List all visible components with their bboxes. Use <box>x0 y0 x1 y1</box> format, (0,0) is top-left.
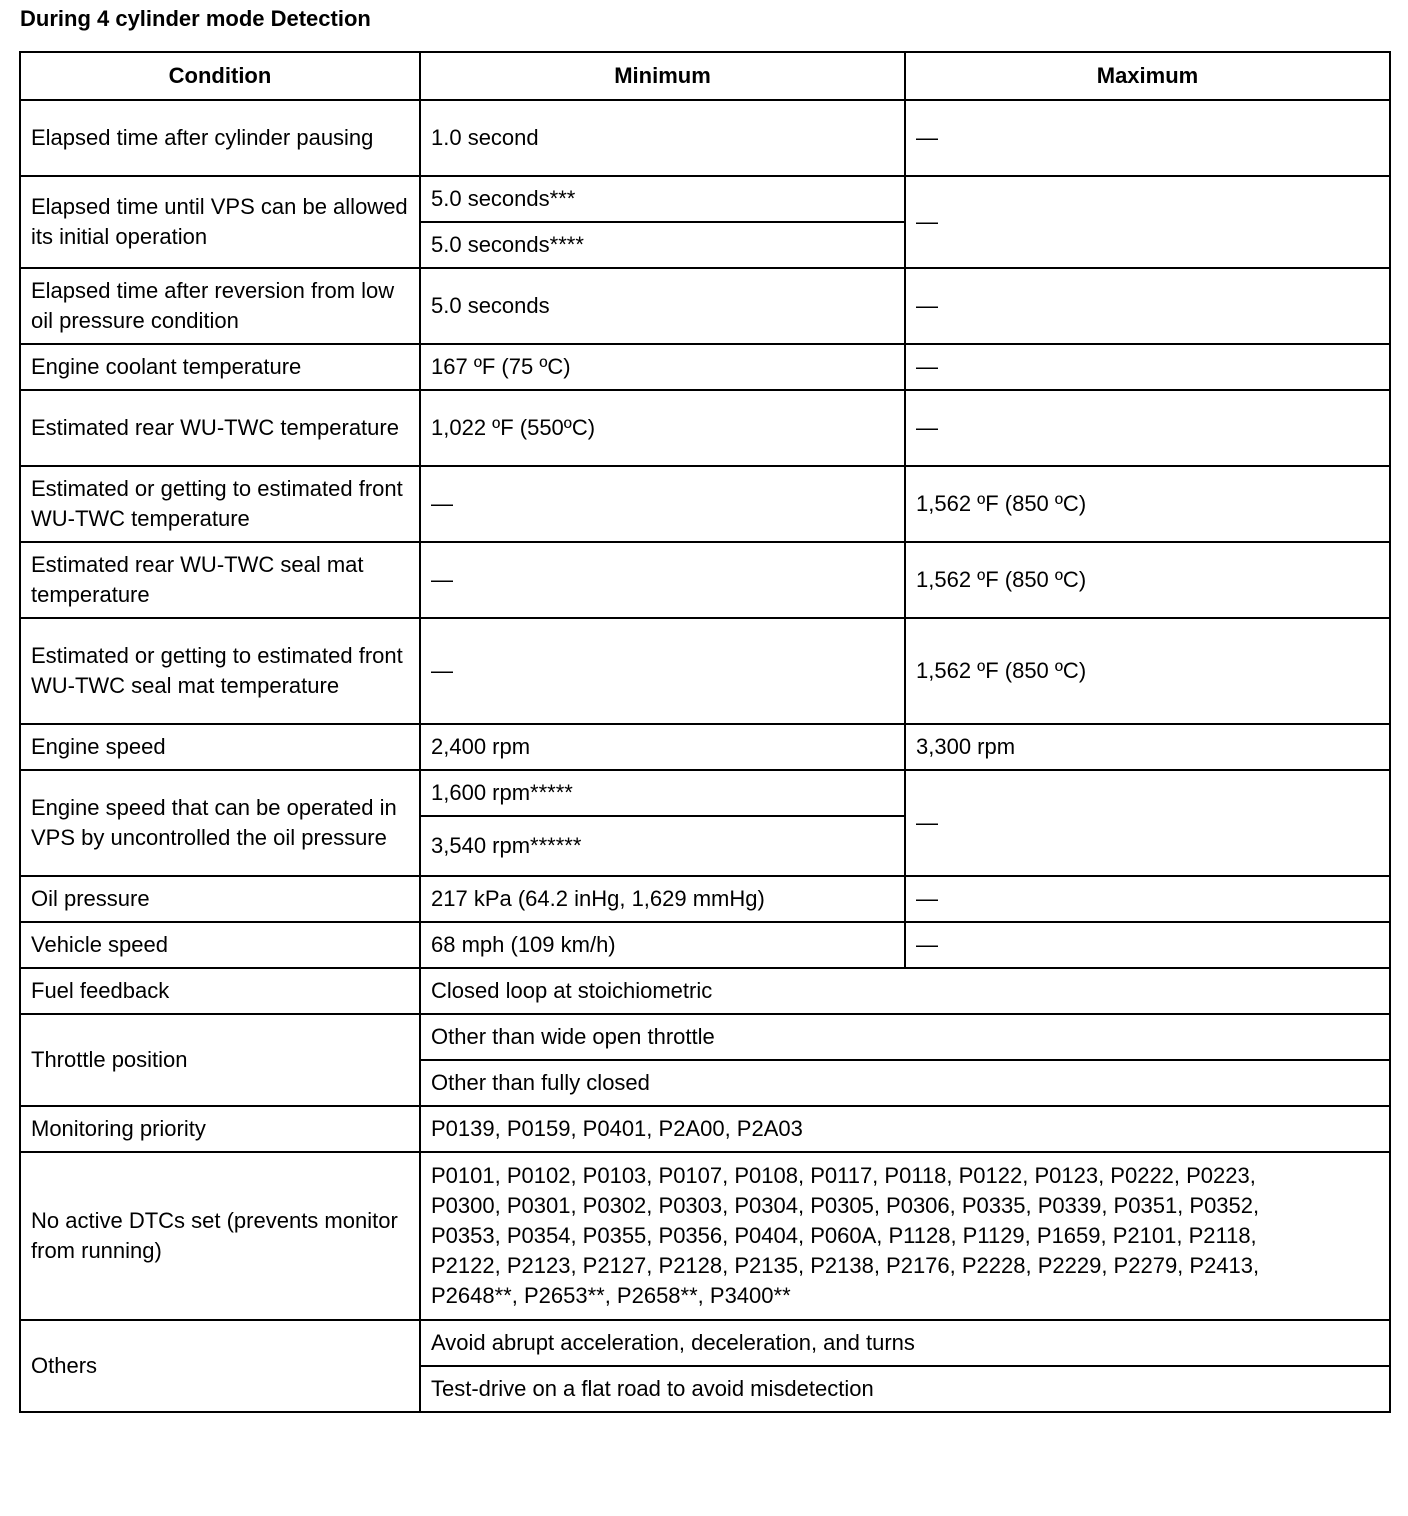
maximum-cell: 1,562 ºF (850 ºC) <box>905 618 1390 724</box>
condition-cell: Estimated or getting to estimated front WU-TWC seal mat temperature <box>20 618 420 724</box>
minimum-cell: 167 ºF (75 ºC) <box>420 344 905 390</box>
maximum-cell: 1,562 ºF (850 ºC) <box>905 542 1390 618</box>
value-cell: Avoid abrupt acceleration, deceleration, and turns <box>420 1320 1390 1366</box>
dtc-list-cell <box>420 1152 1390 1320</box>
dtc-line: P0353, P0354, P0355, P0356, P0404, P060A, P1128, P1129, P1659, P2101, P2118, <box>431 1223 1257 1248</box>
table-row <box>20 876 1390 922</box>
condition-cell: Estimated rear WU-TWC temperature <box>20 390 420 466</box>
condition-cell: Engine speed <box>20 724 420 770</box>
condition-cell: Estimated or getting to estimated front WU-TWC temperature <box>20 466 420 542</box>
minimum-cell: — <box>420 618 905 724</box>
condition-cell: Elapsed time after reversion from low oil pressure condition <box>20 268 420 344</box>
value-cell: Test-drive on a flat road to avoid misdetection <box>420 1366 1390 1412</box>
header-condition: Condition <box>20 52 420 100</box>
condition-cell: Engine coolant temperature <box>20 344 420 390</box>
minimum-cell: 217 kPa (64.2 inHg, 1,629 mmHg) <box>420 876 905 922</box>
maximum-cell: — <box>905 922 1390 968</box>
header-maximum: Maximum <box>905 52 1390 100</box>
table-row <box>20 176 1390 222</box>
condition-cell: Oil pressure <box>20 876 420 922</box>
page-title: During 4 cylinder mode Detection <box>20 6 371 31</box>
value-cell: P0139, P0159, P0401, P2A00, P2A03 <box>420 1106 1390 1152</box>
maximum-cell: 3,300 rpm <box>905 724 1390 770</box>
condition-cell: Throttle position <box>20 1014 420 1106</box>
minimum-cell: 5.0 seconds**** <box>420 222 905 268</box>
maximum-cell: — <box>905 876 1390 922</box>
maximum-cell: — <box>905 176 1390 268</box>
condition-cell: Estimated rear WU-TWC seal mat temperature <box>20 542 420 618</box>
condition-cell: Fuel feedback <box>20 968 420 1014</box>
dtc-line: P0101, P0102, P0103, P0107, P0108, P0117, P0118, P0122, P0123, P0222, P0223, <box>431 1163 1256 1188</box>
table-row <box>20 344 1390 390</box>
table-row <box>20 1152 1390 1320</box>
minimum-cell: 5.0 seconds <box>420 268 905 344</box>
minimum-cell: 2,400 rpm <box>420 724 905 770</box>
maximum-cell: — <box>905 390 1390 466</box>
table-row <box>20 922 1390 968</box>
table-row <box>20 618 1390 724</box>
table-row <box>20 1320 1390 1366</box>
table-row <box>20 100 1390 176</box>
maximum-cell: — <box>905 100 1390 176</box>
conditions-table <box>19 51 1391 1413</box>
header-minimum: Minimum <box>420 52 905 100</box>
condition-cell: Others <box>20 1320 420 1412</box>
minimum-cell: 1,600 rpm***** <box>420 770 905 816</box>
minimum-cell: 3,540 rpm****** <box>420 816 905 876</box>
value-cell: Other than wide open throttle <box>420 1014 1390 1060</box>
condition-cell: Elapsed time after cylinder pausing <box>20 100 420 176</box>
minimum-cell: — <box>420 542 905 618</box>
dtc-line: P0300, P0301, P0302, P0303, P0304, P0305, P0306, P0335, P0339, P0351, P0352, <box>431 1193 1260 1218</box>
table-row <box>20 968 1390 1014</box>
table-row <box>20 542 1390 618</box>
table-row <box>20 268 1390 344</box>
table-row <box>20 724 1390 770</box>
value-cell: Other than fully closed <box>420 1060 1390 1106</box>
maximum-cell: — <box>905 268 1390 344</box>
maximum-cell: — <box>905 344 1390 390</box>
condition-cell: Engine speed that can be operated in VPS by uncontrolled the oil pressure <box>20 770 420 876</box>
dtc-line: P2122, P2123, P2127, P2128, P2135, P2138, P2176, P2228, P2229, P2279, P2413, <box>431 1253 1260 1278</box>
table-row <box>20 1014 1390 1060</box>
maximum-cell: — <box>905 770 1390 876</box>
condition-cell: Elapsed time until VPS can be allowed its initial operation <box>20 176 420 268</box>
maximum-cell: 1,562 ºF (850 ºC) <box>905 466 1390 542</box>
condition-cell: Vehicle speed <box>20 922 420 968</box>
minimum-cell: 1,022 ºF (550ºC) <box>420 390 905 466</box>
header-row <box>20 52 1390 100</box>
value-cell: Closed loop at stoichiometric <box>420 968 1390 1014</box>
minimum-cell: 68 mph (109 km/h) <box>420 922 905 968</box>
dtc-line: P2648**, P2653**, P2658**, P3400** <box>431 1283 791 1308</box>
condition-cell: No active DTCs set (prevents monitor from running) <box>20 1152 420 1320</box>
table-row <box>20 466 1390 542</box>
minimum-cell: 1.0 second <box>420 100 905 176</box>
condition-cell: Monitoring priority <box>20 1106 420 1152</box>
table-row <box>20 390 1390 466</box>
minimum-cell: 5.0 seconds*** <box>420 176 905 222</box>
table-row <box>20 770 1390 816</box>
table-row <box>20 1106 1390 1152</box>
minimum-cell: — <box>420 466 905 542</box>
